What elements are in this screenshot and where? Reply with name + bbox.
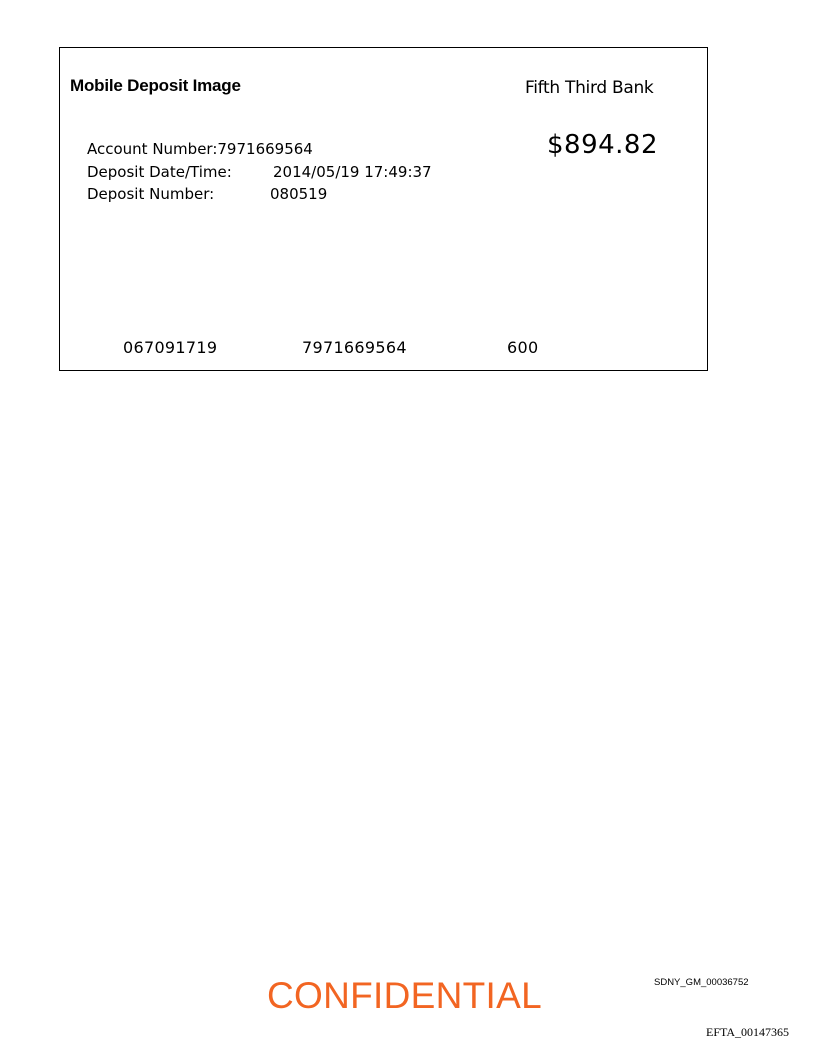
bank-name: Fifth Third Bank [525,78,654,98]
account-number-row [87,140,313,158]
deposit-datetime-value: 2014/05/19 17:49:37 [273,163,432,181]
micr-check-number: 600 [507,338,539,357]
bates-number-efta: EFTA_00147365 [706,1025,790,1039]
bates-number-sdny: SDNY_GM_00036752 [654,977,749,988]
mobile-deposit-image [59,47,708,371]
deposit-title: Mobile Deposit Image [70,76,241,95]
account-number-label: Account Number: [87,140,218,158]
deposit-number-label: Deposit Number: [87,185,215,203]
deposit-number-value: 080519 [270,185,328,203]
micr-routing-number: 067091719 [123,338,218,357]
deposit-amount: $894.82 [547,130,659,160]
deposit-datetime-label: Deposit Date/Time: [87,163,232,181]
deposit-datetime-row [87,163,432,181]
confidential-stamp: CONFIDENTIAL [267,975,542,1016]
micr-account-number: 7971669564 [302,338,407,357]
deposit-number-row [87,185,328,203]
account-number-value: 7971669564 [217,140,313,158]
